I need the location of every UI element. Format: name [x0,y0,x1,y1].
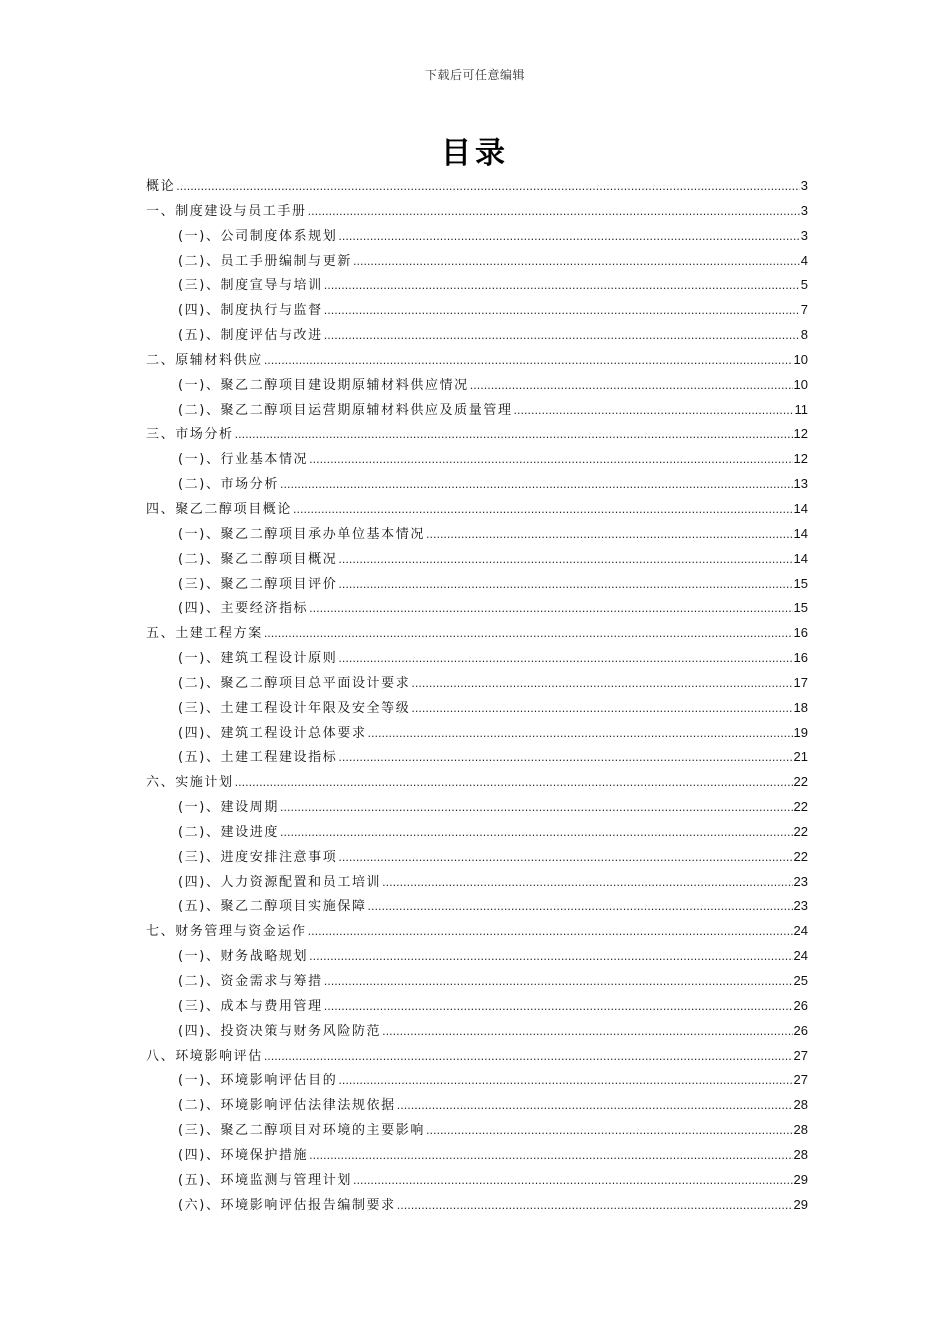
toc-entry-label: 二、原辅材料供应 [146,352,263,368]
toc-entry-page-number: 4 [800,252,808,268]
toc-dot-leader [382,1020,792,1045]
toc-entry[interactable] [146,721,808,746]
toc-entry-page-number: 19 [793,724,808,740]
toc-entry-page-number: 17 [793,674,808,690]
toc-entry-label: (一)、建设周期 [178,800,279,816]
toc-entry-label: (一)、行业基本情况 [178,452,309,468]
toc-dot-leader [324,324,800,349]
toc-entry-label: (一)、环境影响评估目的 [178,1073,338,1089]
toc-entry-page-number: 27 [793,1047,808,1063]
toc-entry-label: (三)、聚乙二醇项目对环境的主要影响 [178,1123,425,1139]
toc-dot-leader [324,995,793,1020]
toc-entry-label: (四)、环境保护措施 [178,1147,309,1163]
toc-entry-page-number: 16 [793,625,808,641]
toc-entry[interactable] [146,646,808,671]
toc-dot-leader [235,771,793,796]
toc-entry-label: 四、聚乙二醇项目概论 [146,501,293,517]
toc-entry-page-number: 11 [794,401,808,417]
toc-entry[interactable] [146,1019,808,1044]
toc-entry[interactable] [146,969,808,994]
toc-entry[interactable] [146,547,808,572]
toc-dot-leader [324,274,800,299]
toc-entry-label: (二)、环境影响评估法律法规依据 [178,1098,396,1114]
table-of-contents [146,174,808,1217]
page-header: 下载后可任意编辑 [424,68,525,82]
toc-entry[interactable] [146,497,808,522]
toc-entry-label: (一)、聚乙二醇项目建设期原辅材料供应情况 [178,377,469,393]
toc-entry-label: 一、制度建设与员工手册 [146,203,307,219]
toc-dot-leader [309,597,792,622]
toc-entry[interactable] [146,298,808,323]
toc-dot-leader [338,746,792,771]
toc-dot-leader [264,622,793,647]
toc-entry-page-number: 7 [800,302,808,318]
toc-entry-page-number: 21 [793,749,808,765]
toc-dot-leader [397,1094,793,1119]
toc-entry[interactable] [146,994,808,1019]
toc-entry[interactable] [146,1193,808,1218]
toc-entry-page-number: 14 [793,550,808,566]
toc-entry-page-number: 29 [793,1171,808,1187]
toc-entry-page-number: 15 [793,575,808,591]
toc-entry-page-number: 28 [793,1097,808,1113]
toc-entry-page-number: 14 [793,525,808,541]
toc-entry-label: (三)、土建工程设计年限及安全等级 [178,700,411,716]
toc-dot-leader [309,1144,792,1169]
toc-entry-label: (五)、环境监测与管理计划 [178,1172,352,1188]
toc-entry-label: (五)、制度评估与改进 [178,328,323,344]
toc-entry[interactable] [146,323,808,348]
toc-entry-label: 五、土建工程方案 [146,626,263,642]
toc-entry[interactable] [146,1143,808,1168]
toc-entry[interactable] [146,249,808,274]
toc-dot-leader [308,200,800,225]
toc-entry-label: (四)、制度执行与监督 [178,303,323,319]
toc-dot-leader [426,523,793,548]
toc-entry-label: (二)、聚乙二醇项目运营期原辅材料供应及质量管理 [178,402,513,418]
toc-dot-leader [368,722,793,747]
toc-dot-leader [338,548,792,573]
toc-entry-label: (五)、聚乙二醇项目实施保障 [178,899,367,915]
toc-entry-label: (一)、财务战略规划 [178,949,309,965]
toc-entry[interactable] [146,373,808,398]
toc-entry-label: (四)、主要经济指标 [178,601,309,617]
toc-entry-label: (三)、成本与费用管理 [178,998,323,1014]
toc-entry[interactable] [146,671,808,696]
toc-entry-label: (三)、聚乙二醇项目评价 [178,576,338,592]
toc-dot-leader [353,250,800,275]
toc-dot-leader [264,349,793,374]
toc-entry-label: 八、环境影响评估 [146,1048,263,1064]
toc-entry[interactable] [146,447,808,472]
toc-entry-page-number: 22 [793,774,808,790]
toc-dot-leader [280,473,793,498]
toc-entry-page-number: 12 [793,426,808,442]
toc-dot-leader [397,1194,793,1219]
toc-entry-page-number: 8 [800,327,808,343]
toc-entry-page-number: 24 [793,948,808,964]
toc-dot-leader [309,448,792,473]
toc-entry-label: (二)、资金需求与筹措 [178,974,323,989]
toc-entry-page-number: 22 [793,848,808,864]
toc-entry[interactable] [146,944,808,969]
toc-entry[interactable] [146,572,808,597]
toc-entry[interactable] [146,596,808,621]
toc-dot-leader [309,945,792,970]
toc-dot-leader [338,225,799,250]
toc-entry-page-number: 15 [793,600,808,616]
toc-entry[interactable] [146,199,808,224]
toc-dot-leader [368,895,793,920]
toc-dot-leader [264,1045,793,1070]
toc-entry[interactable] [146,1068,808,1093]
toc-dot-leader [324,299,800,324]
toc-entry-page-number: 27 [793,1072,808,1088]
toc-entry-page-number: 25 [793,973,808,988]
toc-entry[interactable] [146,522,808,547]
toc-entry-page-number: 23 [793,898,808,914]
toc-entry-label: (四)、建筑工程设计总体要求 [178,725,367,741]
toc-entry-label: 六、实施计划 [146,775,234,791]
toc-entry-page-number: 18 [793,699,808,715]
toc-entry-page-number: 23 [793,873,808,889]
toc-entry[interactable] [146,696,808,721]
toc-entry[interactable] [146,870,808,895]
toc-entry-page-number: 14 [793,500,808,516]
toc-entry[interactable] [146,1118,808,1143]
toc-entry-page-number: 28 [793,1122,808,1138]
toc-entry[interactable] [146,273,808,298]
toc-dot-leader [176,175,800,200]
toc-entry[interactable] [146,1168,808,1193]
toc-entry[interactable] [146,472,808,497]
toc-entry-page-number: 5 [800,277,808,293]
toc-entry-page-number: 10 [793,351,808,367]
toc-entry[interactable] [146,1044,808,1069]
toc-entry-page-number: 13 [793,476,808,492]
toc-entry[interactable] [146,398,808,423]
toc-entry[interactable] [146,919,808,944]
toc-dot-leader [411,672,792,697]
toc-entry[interactable] [146,621,808,646]
toc-dot-leader [470,374,793,399]
toc-dot-leader [324,970,793,995]
toc-entry-label: (一)、建筑工程设计原则 [178,651,338,667]
toc-dot-leader [338,1069,792,1094]
toc-entry-label: (二)、聚乙二醇项目概况 [178,551,338,567]
toc-entry-label: (二)、员工手册编制与更新 [178,253,352,269]
toc-dot-leader [235,423,793,448]
toc-dot-leader [308,920,793,945]
toc-entry-page-number: 28 [793,1146,808,1162]
toc-entry-page-number: 12 [793,451,808,467]
toc-entry-page-number: 10 [793,376,808,392]
toc-dot-leader [280,796,793,821]
toc-dot-leader [411,697,792,722]
toc-dot-leader [426,1119,793,1144]
toc-entry-page-number: 24 [793,923,808,939]
toc-entry-label: 三、市场分析 [146,427,234,443]
toc-entry-page-number: 3 [800,178,808,193]
toc-dot-leader [338,647,792,672]
toc-dot-leader [338,846,792,871]
toc-dot-leader [382,871,792,896]
toc-dot-leader [293,498,793,523]
toc-entry-label: (一)、公司制度体系规划 [178,228,338,244]
toc-entry-page-number: 3 [800,227,808,243]
toc-dot-leader [353,1169,793,1194]
toc-entry[interactable] [146,745,808,770]
toc-entry-label: (三)、进度安排注意事项 [178,849,338,865]
toc-entry-label: (四)、人力资源配置和员工培训 [178,874,382,890]
toc-entry-label: (五)、土建工程建设指标 [178,750,338,766]
toc-dot-leader [280,821,793,846]
toc-entry-label: (六)、环境影响评估报告编制要求 [178,1197,396,1213]
toc-entry-page-number: 29 [793,1196,808,1212]
toc-entry[interactable] [146,422,808,447]
toc-dot-leader [338,573,792,598]
page-title: 目录 [441,136,509,171]
toc-entry-label: 七、财务管理与资金运作 [146,924,307,940]
toc-entry[interactable] [146,770,808,795]
toc-entry-page-number: 26 [793,1022,808,1038]
toc-entry-page-number: 16 [793,650,808,666]
toc-entry[interactable] [146,224,808,249]
toc-entry-page-number: 3 [800,202,808,218]
toc-entry[interactable] [146,845,808,870]
toc-entry-page-number: 22 [793,799,808,815]
toc-entry[interactable] [146,820,808,845]
toc-entry[interactable] [146,795,808,820]
toc-entry-label: 概论 [146,179,176,194]
toc-entry-label: (三)、制度宣导与培训 [178,278,323,294]
toc-entry[interactable] [146,174,808,199]
toc-entry[interactable] [146,1093,808,1118]
toc-entry-label: (一)、聚乙二醇项目承办单位基本情况 [178,526,425,542]
toc-dot-leader [514,399,794,424]
toc-entry-label: (二)、建设进度 [178,824,279,840]
toc-entry-label: (二)、市场分析 [178,477,279,493]
toc-entry-page-number: 26 [793,997,808,1013]
toc-entry[interactable] [146,894,808,919]
toc-entry[interactable] [146,348,808,373]
toc-entry-label: (四)、投资决策与财务风险防范 [178,1023,382,1039]
toc-entry-page-number: 22 [793,823,808,839]
toc-entry-label: (二)、聚乙二醇项目总平面设计要求 [178,675,411,691]
